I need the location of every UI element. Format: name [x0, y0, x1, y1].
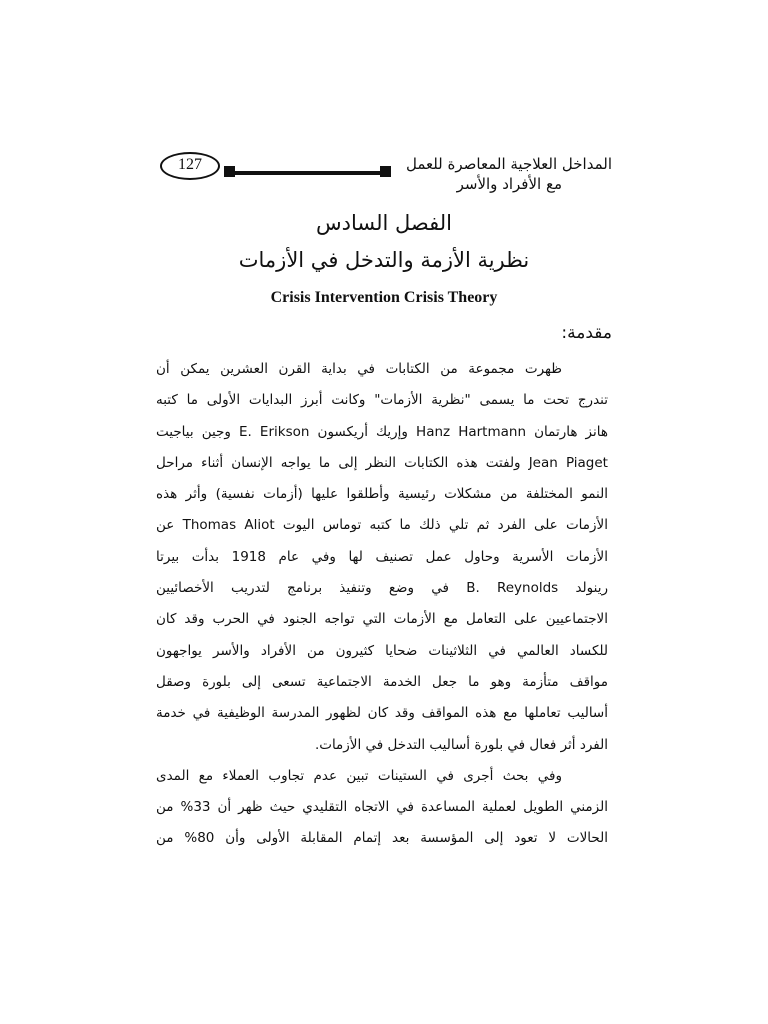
page-number: 127	[160, 152, 220, 180]
body-line: الأزمات الأسرية وحاول عمل تصنيف لها وفي عام 1918 بدأت بيرتا	[156, 548, 608, 565]
rule-right-square	[380, 166, 391, 177]
body-line: الاجتماعيين على التعامل مع الأزمات التي تواجه الجنود في الحرب وقد كان	[156, 611, 608, 628]
body-line: مواقف متأزمة وهو ما جعل الخدمة الاجتماعية تسعى إلى بلورة وصقل	[156, 673, 608, 690]
body-line: الزمني الطويل لعملية المساعدة في الاتجاه التقليدي حيث ظهر أن 33% من	[156, 799, 608, 816]
running-book-title	[406, 154, 612, 194]
body-line: الحالات لا تعود إلى المؤسسة بعد إتمام المقابلة الأولى وأن 80% من	[156, 830, 608, 847]
section-heading: مقدمة:	[561, 323, 612, 343]
body-line: رينولد B. Reynolds في وضع وتنفيذ برنامج لتدريب الأخصائيين	[156, 580, 608, 597]
body-line: تندرج تحت ما يسمى "نظرية الأزمات" وكانت أبرز البدايات الأولى ما كتبه	[156, 392, 608, 409]
book-title-line-2: مع الأفراد والأسر	[456, 175, 562, 193]
body-text	[156, 354, 608, 855]
body-line: الأزمات على الفرد ثم تلي ذلك ما كتبه توماس اليوت Thomas Aliot عن	[156, 517, 608, 534]
body-line: للكساد العالمي في الثلاثينات ضحايا كثيرون من الأفراد والأسر يواجهون	[156, 642, 608, 659]
body-line: وفي بحث أجرى في الستينات تبين عدم تجاوب العملاء مع المدى	[156, 767, 562, 784]
body-line: الفرد أثر فعال في بلورة أساليب التدخل في الأزمات.	[314, 736, 608, 753]
chapter-english-title: Crisis Intervention Crisis Theory	[270, 289, 498, 306]
body-line: ظهرت مجموعة من الكتابات في بداية القرن العشرين يمكن أن	[156, 361, 562, 377]
body-line: أساليب تعاملها مع هذه المواقف وقد كان لظهور المدرسة الوظيفية في خدمة	[156, 705, 608, 722]
body-line: هانز هارتمان Hanz Hartmann وإريك أريكسون E. Erikson وجين بياجيت	[156, 423, 608, 440]
book-title-line-1: المداخل العلاجية المعاصرة للعمل	[405, 155, 612, 173]
chapter-title: نظرية الأزمة والتدخل في الأزمات	[238, 248, 530, 272]
header-rule	[224, 171, 388, 175]
chapter-label: الفصل السادس	[316, 211, 452, 235]
body-line: النمو المختلفة من مشكلات رئيسية وأطلقوا عليها (أزمات نفسية) وأثر هذه	[156, 486, 608, 503]
body-line: Jean Piaget ولفتت هذه الكتابات النظر إلى ما يواجه الإنسان أثناء مراحل	[156, 454, 608, 471]
